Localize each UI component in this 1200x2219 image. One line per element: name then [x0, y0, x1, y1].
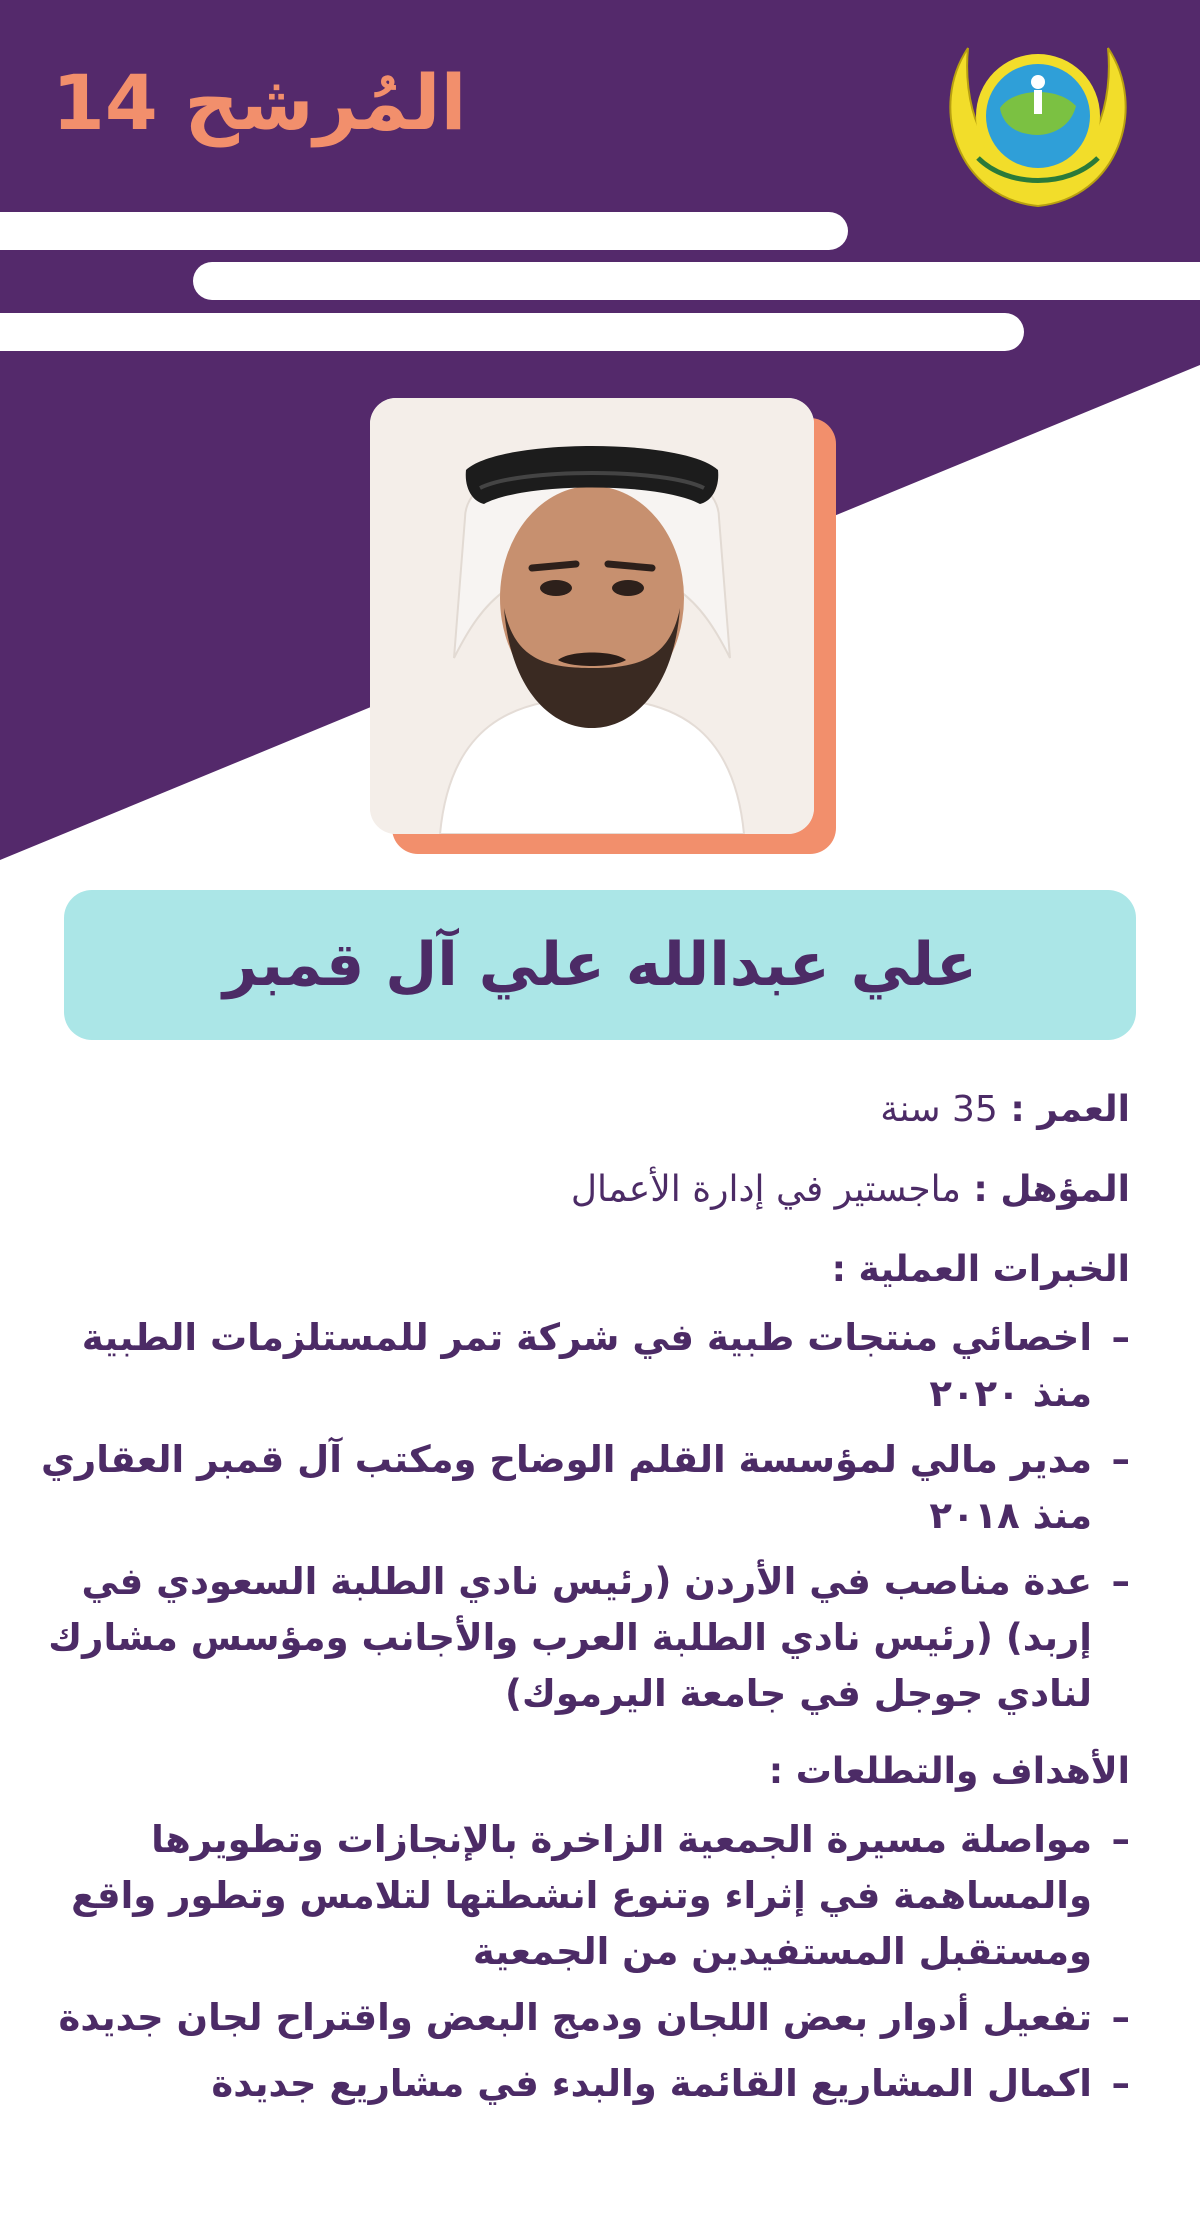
candidate-name-box	[64, 890, 1136, 1040]
goal-item: – اكمال المشاريع القائمة والبدء في مشاريع جديدة	[211, 2062, 1130, 2105]
goal-item: – تفعيل أدوار بعض اللجان ودمج البعض واقتراح لجان جديدة	[58, 1996, 1130, 2039]
qualification-value: ماجستير في إدارة الأعمال	[570, 1169, 961, 1210]
age-value: 35 سنة	[880, 1089, 998, 1130]
qualification-row	[30, 1150, 1130, 1230]
experience-item: – عدة مناصب في الأردن (رئيس نادي الطلبة السعودي في إربد) (رئيس نادي الطلبة العرب والأجانب ومؤسس مشارك لنادي جوجل في جامعة اليرموك)	[48, 1560, 1130, 1715]
age-label: العمر :	[1010, 1089, 1130, 1130]
goals-heading: الأهداف والتطلعات :	[768, 1751, 1130, 1792]
experience-item: – اخصائي منتجات طبية في شركة تمر للمستلزمات الطبية منذ ٢٠٢٠	[81, 1316, 1130, 1415]
candidate-photo	[370, 398, 814, 834]
qualification-label: المؤهل :	[973, 1169, 1130, 1210]
candidate-name: علي عبدالله علي آل قمبر	[223, 930, 977, 1000]
experience-item: – مدير مالي لمؤسسة القلم الوضاح ومكتب آل قمبر العقاري منذ ٢٠١٨	[41, 1438, 1130, 1537]
white-stripe-2	[193, 262, 1200, 300]
age-row	[30, 1070, 1130, 1150]
experience-heading: الخبرات العملية :	[831, 1249, 1130, 1290]
association-logo	[938, 38, 1138, 213]
candidate-details	[30, 1070, 1130, 2122]
goal-item: – مواصلة مسيرة الجمعية الزاخرة بالإنجازات وتطويرها والمساهمة في إثراء وتنوع انشطتها لتلامس وتطور واقع ومستقبل المستفيدين من الجمعية	[71, 1818, 1130, 1973]
white-stripe-1	[0, 212, 848, 250]
white-stripe-3	[0, 313, 1024, 351]
candidate-number-title: المُرشح 14	[52, 58, 467, 147]
